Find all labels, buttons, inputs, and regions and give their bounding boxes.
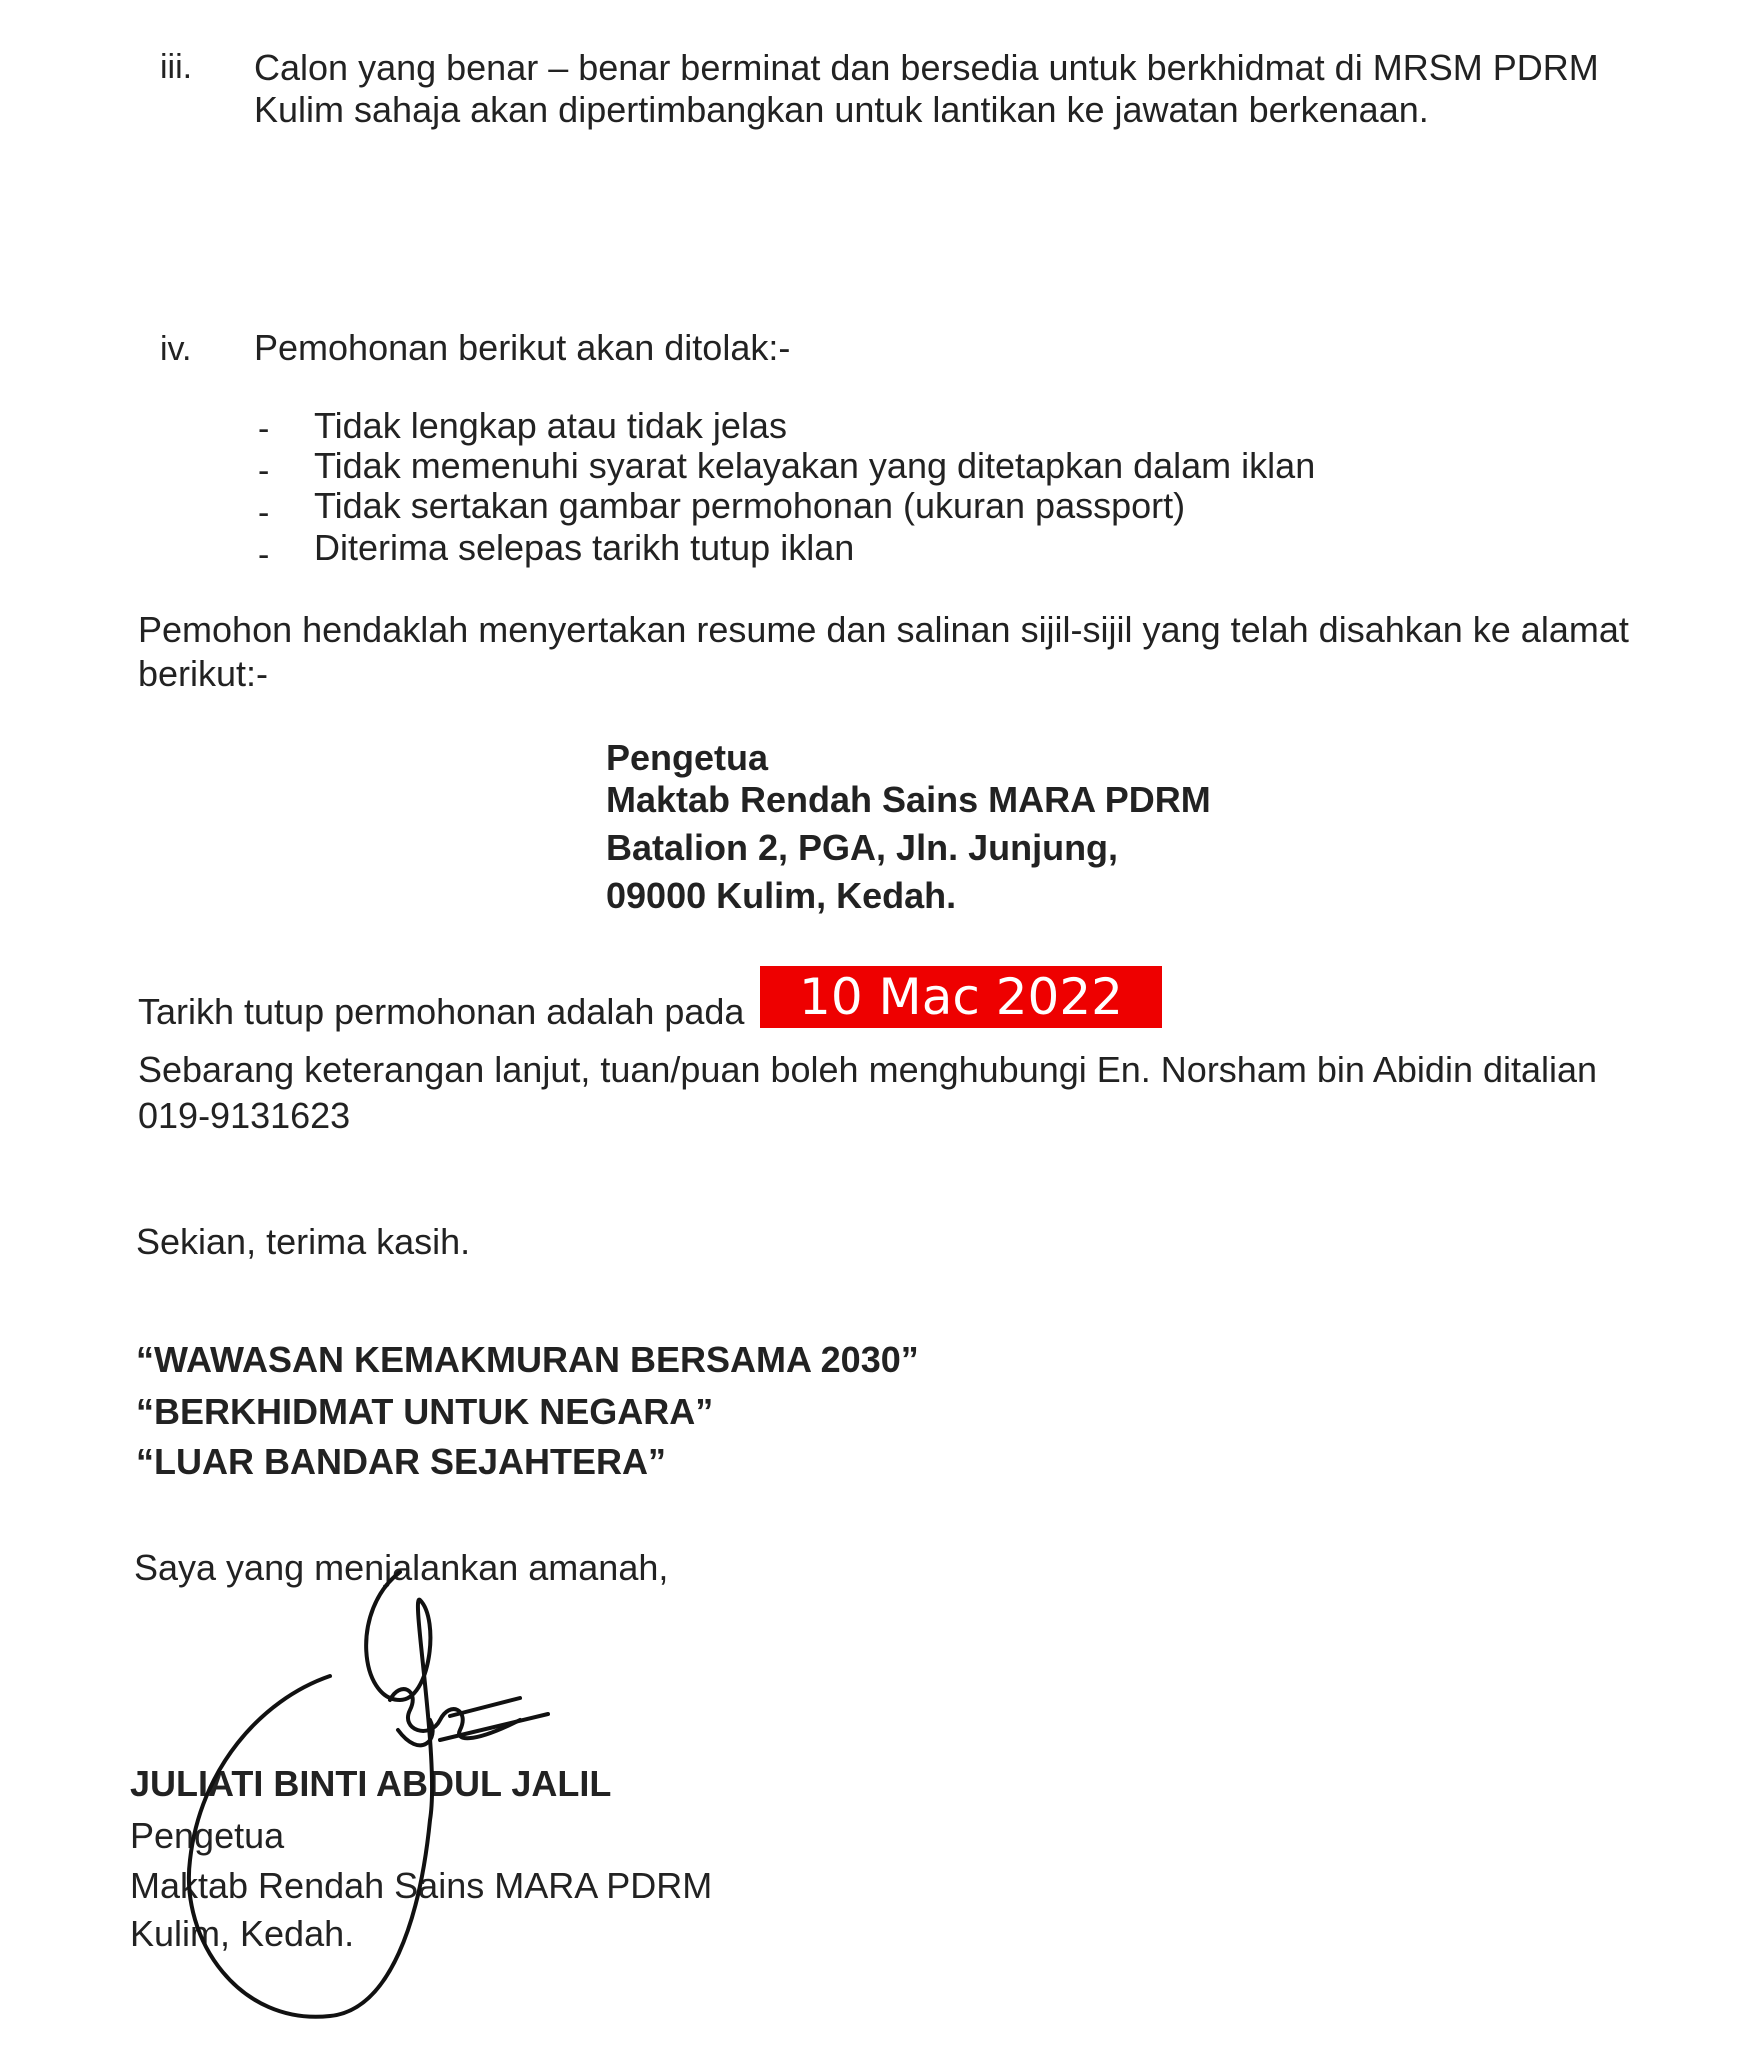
- bullet-dash: -: [258, 536, 270, 574]
- slogan: “LUAR BANDAR SEJAHTERA”: [136, 1441, 667, 1482]
- rejection-item: Diterima selepas tarikh tutup iklan: [314, 527, 855, 568]
- signoff-line: Saya yang menjalankan amanah,: [134, 1547, 669, 1588]
- slogan: “WAWASAN KEMAKMURAN BERSAMA 2030”: [136, 1339, 919, 1380]
- closing-date-highlight: 10 Mac 2022: [760, 966, 1162, 1028]
- item-iv-intro: Pemohonan berikut akan ditolak:-: [254, 327, 791, 368]
- bullet-dash: -: [258, 410, 270, 448]
- instruction-line1: Pemohon hendaklah menyertakan resume dan salinan sijil-sijil yang telah disahkan ke alamat: [138, 609, 1629, 650]
- address-line2: Maktab Rendah Sains MARA PDRM: [606, 779, 1211, 820]
- slogan: “BERKHIDMAT UNTUK NEGARA”: [136, 1391, 714, 1432]
- signatory-title: Pengetua: [130, 1815, 285, 1856]
- rejection-item: Tidak memenuhi syarat kelayakan yang ditetapkan dalam iklan: [314, 445, 1316, 486]
- address-line1: Pengetua: [606, 737, 769, 778]
- rejection-item: Tidak sertakan gambar permohonan (ukuran passport): [314, 485, 1186, 526]
- item-iv-label: iv.: [160, 330, 192, 368]
- rejection-item: Tidak lengkap atau tidak jelas: [314, 405, 787, 446]
- item-iii-line1: Calon yang benar – benar berminat dan bersedia untuk berkhidmat di MRSM PDRM: [254, 47, 1599, 88]
- contact-line1: Sebarang keterangan lanjut, tuan/puan boleh menghubungi En. Norsham bin Abidin ditalian: [138, 1049, 1598, 1090]
- signatory-name: JULIATI BINTI ABDUL JALIL: [130, 1763, 612, 1804]
- signatory-org: Maktab Rendah Sains MARA PDRM: [130, 1865, 713, 1906]
- bullet-dash: -: [258, 494, 270, 532]
- instruction-line2: berikut:-: [138, 653, 269, 694]
- item-iii-label: iii.: [160, 48, 193, 86]
- bullet-dash: -: [258, 452, 270, 490]
- thanks-line: Sekian, terima kasih.: [136, 1221, 471, 1262]
- contact-phone: 019-9131623: [138, 1095, 351, 1136]
- closing-date-text: Tarikh tutup permohonan adalah pada: [138, 991, 745, 1032]
- item-iii-line2: Kulim sahaja akan dipertimbangkan untuk lantikan ke jawatan berkenaan.: [254, 89, 1429, 130]
- address-line4: 09000 Kulim, Kedah.: [606, 875, 957, 916]
- address-line3: Batalion 2, PGA, Jln. Junjung,: [606, 827, 1119, 868]
- signatory-place: Kulim, Kedah.: [130, 1913, 355, 1954]
